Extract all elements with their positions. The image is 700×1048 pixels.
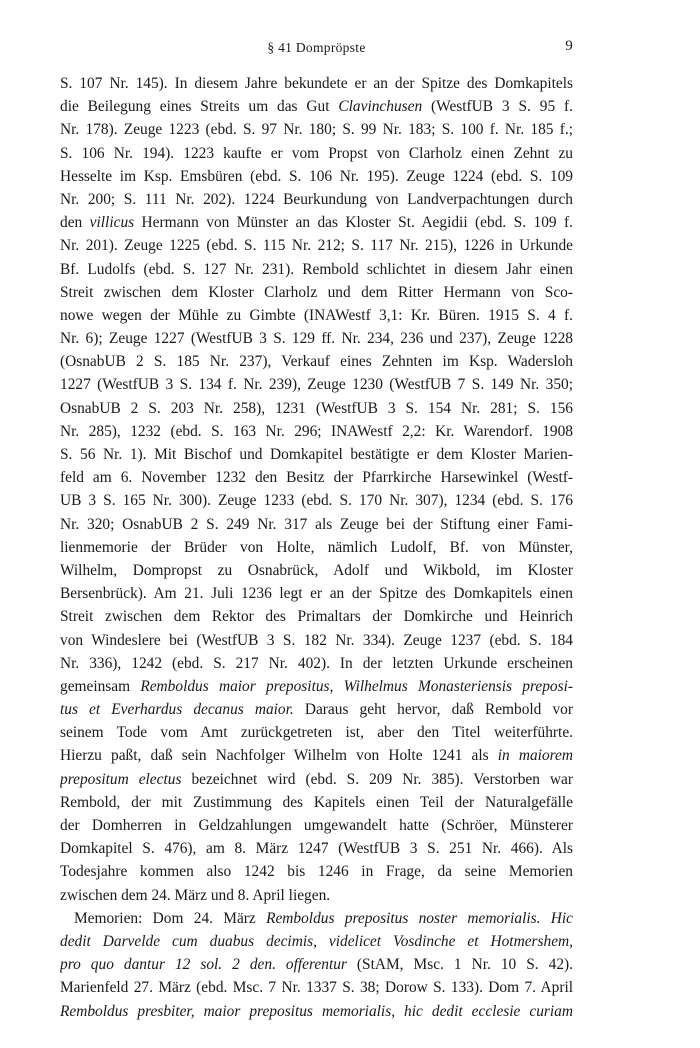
text-line <box>60 443 573 466</box>
text-span: Nr. 285), 1232 (ebd. S. 163 Nr. 296; INAWestf 2,2: Kr. Warendorf. 1908 <box>60 422 573 440</box>
italic-span: tus et Everhardus decanus maior. <box>60 701 294 719</box>
text-line <box>60 953 573 976</box>
text-line <box>60 629 573 652</box>
text-line <box>60 258 573 281</box>
italic-span: dedit Darvelde cum duabus decimis, videlicet Vosdinche et Hotmershem, <box>60 932 573 950</box>
text-line <box>60 907 573 930</box>
text-span: Nr. 201). Zeuge 1225 (ebd. S. 115 Nr. 212; S. 117 Nr. 215), 1226 in Urkunde <box>60 237 573 255</box>
text-span: lienmemorie der Brüder von Holte, nämlich Ludolf, Bf. von Münster, <box>60 538 573 556</box>
text-span: Hermann von Münster an das Kloster St. Aegidii (ebd. S. 109 f. <box>134 214 573 232</box>
italic-span: Clavinchusen <box>338 98 423 116</box>
italic-span: in maiorem <box>497 747 573 765</box>
text-span: zwischen dem 24. März und 8. April liegen. <box>60 886 331 904</box>
text-line <box>60 1000 573 1023</box>
text-line <box>60 513 573 536</box>
text-span: bezeichnet wird (ebd. S. 209 Nr. 385). Verstorben war <box>181 770 573 788</box>
text-span: Daraus geht hervor, daß Rembold vor <box>293 701 573 719</box>
italic-span: prepositum electus <box>60 770 182 788</box>
text-line <box>60 350 573 373</box>
text-span: nowe wegen der Mühle zu Gimbte (INAWestf 3,1: Kr. Büren. 1915 S. 4 f. <box>60 306 573 324</box>
text-span: Streit zwischen dem Rektor des Primaltars der Domkirche und Heinrich <box>60 608 573 626</box>
text-span: Wilhelm, Dompropst zu Osnabrück, Adolf und Wikbold, im Kloster <box>60 561 573 579</box>
text-line <box>60 281 573 304</box>
text-span: (WestfUB 3 S. 95 f. <box>422 98 573 116</box>
text-span: Hesselte im Ksp. Emsbüren (ebd. S. 106 Nr. 195). Zeuge 1224 (ebd. S. 109 <box>60 167 573 185</box>
italic-span: Remboldus prepositus noster memorialis. Hic <box>266 909 573 927</box>
document-page <box>60 40 573 1023</box>
text-line <box>60 397 573 420</box>
text-span: Todesjahre kommen also 1242 bis 1246 in Frage, da seine Memorien <box>60 863 573 881</box>
text-span: Rembold, der mit Zustimmung des Kapitels einen Teil der Naturalgefälle <box>60 793 573 811</box>
text-line <box>60 188 573 211</box>
text-line <box>60 327 573 350</box>
text-line <box>60 860 573 883</box>
text-line <box>60 884 573 907</box>
text-span: Bersenbrück). Am 21. Juli 1236 legt er an der Spitze des Domkapitels einen <box>60 585 573 603</box>
text-span: Nr. 6); Zeuge 1227 (WestfUB 3 S. 129 ff. Nr. 234, 236 und 237), Zeuge 1228 <box>60 330 573 348</box>
text-line <box>60 234 573 257</box>
text-span: von Windeslere bei (WestfUB 3 S. 182 Nr. 334). Zeuge 1237 (ebd. S. 184 <box>60 631 573 649</box>
text-span: S. 107 Nr. 145). In diesem Jahre bekundete er an der Spitze des Domkapitels <box>60 75 573 92</box>
text-line <box>60 95 573 118</box>
text-span: Memorien: Dom 24. März <box>74 909 267 927</box>
text-line <box>60 582 573 605</box>
text-span: S. 56 Nr. 1). Mit Bischof und Domkapitel bestätigte er dem Kloster Marien- <box>60 446 573 463</box>
text-line <box>60 605 573 628</box>
text-line <box>60 489 573 512</box>
text-line <box>60 814 573 837</box>
italic-span: Remboldus presbiter, maior prepositus memorialis, hic dedit ecclesie curiam <box>60 1002 573 1020</box>
text-line <box>60 698 573 721</box>
text-span: den <box>60 214 90 232</box>
text-span: der Domherren in Geldzahlungen umgewandelt hatte (Schröer, Münsterer <box>60 817 573 834</box>
text-line <box>60 118 573 141</box>
text-line <box>60 142 573 165</box>
text-span: Bf. Ludolfs (ebd. S. 127 Nr. 231). Rembold schlichtet in diesem Jahr einen <box>60 260 573 278</box>
text-span: gemeinsam <box>60 677 141 695</box>
text-span: seinem Tode vom Amt zurückgetreten ist, aber den Titel weiterführte. <box>60 724 573 742</box>
text-span: UB 3 S. 165 Nr. 300). Zeuge 1233 (ebd. S. 170 Nr. 307), 1234 (ebd. S. 176 <box>60 492 573 510</box>
text-line <box>60 768 573 791</box>
text-line <box>60 211 573 234</box>
text-line <box>60 652 573 675</box>
text-span: Hierzu paßt, daß sein Nachfolger Wilhelm von Holte 1241 als <box>60 747 498 765</box>
italic-span: pro quo dantur 12 sol. 2 den. offerentur <box>60 956 347 974</box>
text-line <box>60 304 573 327</box>
running-head <box>60 40 573 64</box>
text-line <box>60 930 573 953</box>
text-span: feld am 6. November 1232 den Besitz der Pfarrkirche Harsewinkel (Westf- <box>60 469 573 487</box>
text-line <box>60 976 573 999</box>
running-head-title: § 41 Dompröpste <box>267 40 366 55</box>
text-line <box>60 466 573 489</box>
text-line <box>60 837 573 860</box>
text-line <box>60 165 573 188</box>
text-line <box>60 744 573 767</box>
text-line <box>60 536 573 559</box>
text-line <box>60 373 573 396</box>
text-span: 1227 (WestfUB 3 S. 134 f. Nr. 239), Zeuge 1230 (WestfUB 7 S. 149 Nr. 350; <box>60 376 573 394</box>
text-span: Nr. 200; S. 111 Nr. 202). 1224 Beurkundung von Landverpachtungen durch <box>60 190 573 208</box>
body-text <box>60 72 573 1023</box>
page-number: 9 <box>565 38 573 54</box>
italic-span: villicus <box>89 214 135 232</box>
text-span: die Beilegung eines Streits um das Gut <box>60 98 339 116</box>
text-line <box>60 791 573 814</box>
text-span: (StAM, Msc. 1 Nr. 10 S. 42). <box>346 956 573 974</box>
text-line <box>60 721 573 744</box>
text-line <box>60 675 573 698</box>
text-span: Nr. 336), 1242 (ebd. S. 217 Nr. 402). In der letzten Urkunde erscheinen <box>60 654 573 672</box>
text-span: OsnabUB 2 S. 203 Nr. 258), 1231 (WestfUB 3 S. 154 Nr. 281; S. 156 <box>60 399 573 417</box>
text-span: S. 106 Nr. 194). 1223 kaufte er vom Propst von Clarholz einen Zehnt zu <box>60 144 573 162</box>
text-span: Nr. 178). Zeuge 1223 (ebd. S. 97 Nr. 180; S. 99 Nr. 183; S. 100 f. Nr. 185 f.; <box>60 121 573 139</box>
text-span: Nr. 320; OsnabUB 2 S. 249 Nr. 317 als Zeuge bei der Stiftung einer Fami- <box>60 515 573 533</box>
text-span: Streit zwischen dem Kloster Clarholz und dem Ritter Hermann von Sco- <box>60 283 573 301</box>
text-span: (OsnabUB 2 S. 185 Nr. 237), Verkauf eines Zehnten im Ksp. Wadersloh <box>60 353 573 371</box>
text-line <box>60 420 573 443</box>
text-span: Domkapitel S. 476), am 8. März 1247 (WestfUB 3 S. 251 Nr. 466). Als <box>60 840 573 858</box>
text-line <box>60 559 573 582</box>
italic-span: Remboldus maior prepositus, Wilhelmus Monasteriensis preposi- <box>140 677 573 695</box>
text-span: Marienfeld 27. März (ebd. Msc. 7 Nr. 1337 S. 38; Dorow S. 133). Dom 7. April <box>60 979 573 997</box>
text-line <box>60 72 573 95</box>
